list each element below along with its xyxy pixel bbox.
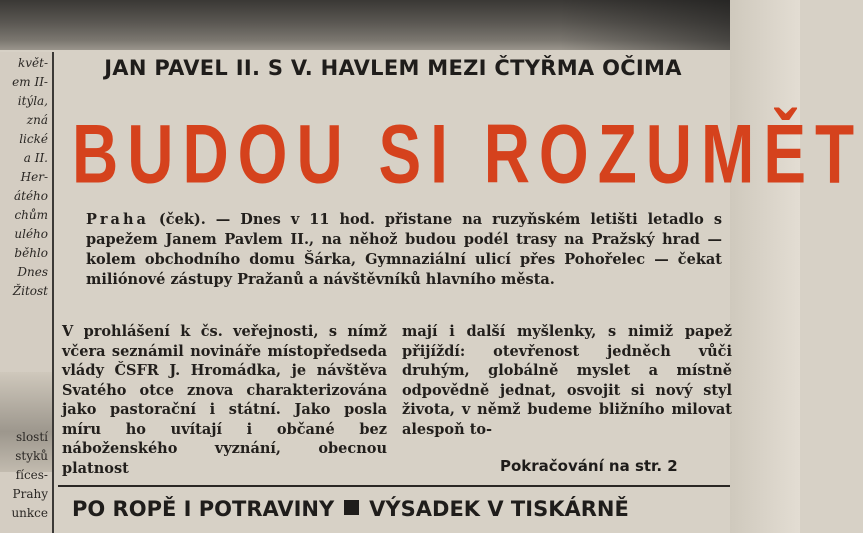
left-fragment: Her- <box>20 170 48 184</box>
kicker-headline: JAN PAVEL II. S V. HAVLEM MEZI ČTYŘMA OČIMA <box>104 56 682 80</box>
left-fragment: běhlo <box>14 246 48 260</box>
body-column-right: mají i další myšlenky, s nimiž papež přijíždí: otevřenost jedněch vůči druhým, globálně myslet a místně odpovědně jednat, osvojit si nový styl života, v němž budeme bližního milovat alespoň to- <box>402 323 732 438</box>
left-fragment: Žitost <box>12 284 48 298</box>
continued-note: Pokračování na str. 2 <box>500 457 678 475</box>
left-fragment: lické <box>19 132 48 146</box>
lead-paragraph <box>86 210 722 290</box>
lead-text: (ček). — Dnes v 11 hod. přistane na ruzyňském letišti letadlo s papežem Janem Pavlem II., na něhož budou podél trasy na Pražský hrad — kolem obchodního domu Šárka, Gymnaziální ulicí přes Pohořelec — čekat miliónové zástupy Pražanů a návštěvníků hlavního města. <box>86 211 722 288</box>
left-fragment: styků <box>15 449 48 463</box>
left-fragment: chům <box>14 208 48 222</box>
paper-margin <box>730 0 800 533</box>
bottom-headline-left: PO ROPĚ I POTRAVINY <box>72 497 335 521</box>
left-fragment: Prahy <box>12 487 48 501</box>
divider <box>58 485 730 487</box>
bottom-headline-right: VÝSADEK V TISKÁRNĚ <box>369 497 629 521</box>
left-fragment: átého <box>13 189 48 203</box>
dateline: Praha <box>86 211 149 228</box>
left-fragment: Dnes <box>17 265 48 279</box>
main-headline-text: BUDOU SI ROZUMĚT <box>72 107 863 201</box>
left-fragment: fíces- <box>15 468 48 482</box>
main-headline <box>72 104 863 204</box>
left-fragment: itýla, <box>17 94 48 108</box>
left-fragment: a II. <box>23 151 48 165</box>
top-photo-strip <box>0 0 730 50</box>
square-bullet-icon <box>344 500 359 515</box>
left-fragment: ulého <box>14 227 48 241</box>
bottom-headlines <box>72 497 732 521</box>
left-column-fragment <box>0 52 54 533</box>
body-column-left: V prohlášení k čs. veřejnosti, s nímž včera seznámil novináře místopředseda vlády ČSFR J. Hromádka, je návštěva Svatého otce znova charakterizována jako pastorační i státní. Jako posla míru ho uvítají i občané bez náboženského vyznání, obecnou platnost <box>62 323 387 477</box>
left-fragment: unkce <box>11 506 48 520</box>
left-fragment: em II- <box>12 75 48 89</box>
left-fragment: slostí <box>15 430 48 444</box>
left-fragment: zná <box>26 113 48 127</box>
left-fragment: květ- <box>17 56 48 70</box>
